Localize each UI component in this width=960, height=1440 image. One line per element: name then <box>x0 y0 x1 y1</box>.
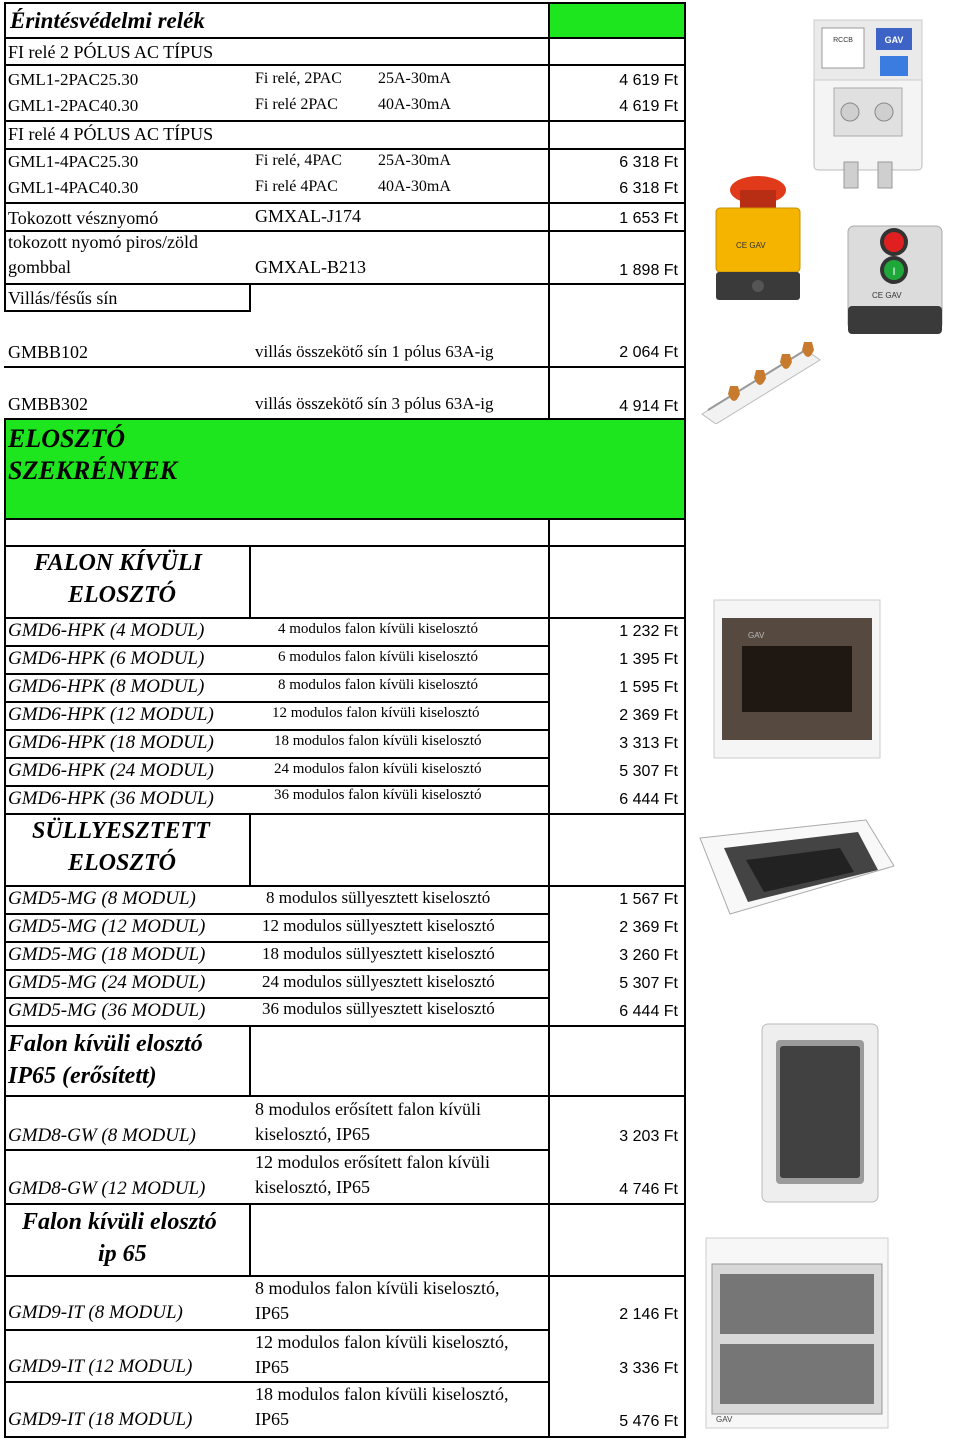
product-price: 6 444 Ft <box>619 791 678 808</box>
product-desc: 18 modulos falon kívüli kiselosztó, <box>255 1384 509 1404</box>
rule <box>4 701 549 703</box>
product-price: 4 746 Ft <box>619 1181 678 1198</box>
product-code: GMD5-MG (24 MODUL) <box>8 972 206 993</box>
product-desc: 8 modulos falon kívüli kiselosztó, <box>255 1278 500 1298</box>
ip65-reinforced-box-image <box>754 1018 886 1208</box>
pushbutton-price: 1 898 Ft <box>619 262 678 279</box>
product-price: 2 146 Ft <box>619 1306 678 1323</box>
rule <box>249 545 251 617</box>
product-desc: Fi relé 2PAC <box>255 96 338 113</box>
pushbutton-box-image <box>842 220 948 342</box>
product-price: 5 476 Ft <box>619 1413 678 1430</box>
product-desc-2: kiselosztó, IP65 <box>255 1177 370 1197</box>
border-left <box>4 2 6 310</box>
pushbutton-name: tokozott nyomó piros/zöld <box>8 232 198 252</box>
rule <box>4 729 549 731</box>
product-price: 4 914 Ft <box>619 398 678 415</box>
product-code: GML1-2PAC40.30 <box>8 96 139 115</box>
product-code: GMD6-HPK (4 MODUL) <box>8 620 205 641</box>
pushbutton-brand-label: CE GAV <box>872 291 902 300</box>
rule <box>4 673 549 675</box>
ip65r-title-2: IP65 (erősített) <box>8 1063 157 1089</box>
rule <box>4 941 549 943</box>
product-code: GMD6-HPK (6 MODUL) <box>8 648 205 669</box>
green-cell <box>548 2 684 38</box>
rule <box>4 969 549 971</box>
rule <box>4 545 686 547</box>
product-code: GMBB302 <box>8 394 89 414</box>
product-code: GMD8-GW (8 MODUL) <box>8 1125 196 1146</box>
rule <box>548 2 550 1438</box>
product-desc-2: IP65 <box>255 1409 290 1429</box>
product-desc: 36 modulos falon kívüli kiselosztó <box>274 787 482 803</box>
product-desc: 12 modulos süllyesztett kiselosztó <box>262 916 495 935</box>
product-desc: Fi relé, 4PAC <box>255 152 342 169</box>
product-desc: villás összekötő sín 3 pólus 63A-ig <box>255 394 494 413</box>
product-desc: Fi relé, 2PAC <box>255 70 342 87</box>
product-code: GML1-2PAC25.30 <box>8 70 139 89</box>
rule <box>249 1025 251 1095</box>
rule <box>4 283 686 285</box>
product-code: GMD5-MG (18 MODUL) <box>8 944 206 965</box>
product-desc: 18 modulos falon kívüli kiselosztó <box>274 733 482 749</box>
flush-title: SÜLLYESZTETT <box>32 818 210 844</box>
product-desc: 12 modulos erősített falon kívüli <box>255 1152 490 1172</box>
product-price: 1 595 Ft <box>619 679 678 696</box>
rule <box>249 813 251 885</box>
product-code: GML1-4PAC25.30 <box>8 152 139 171</box>
rcd-label: RCCB <box>833 37 853 44</box>
product-code: GMD6-HPK (8 MODUL) <box>8 676 205 697</box>
product-rating: 40A-30mA <box>378 178 451 195</box>
product-code: GMD5-MG (8 MODUL) <box>8 888 196 909</box>
subheading-4pole: FI relé 4 PÓLUS AC TÍPUS <box>8 124 214 144</box>
rule <box>4 120 686 122</box>
surface-title-2: ELOSZTÓ <box>68 582 176 608</box>
product-price: 2 369 Ft <box>619 707 678 724</box>
rule <box>4 2 686 4</box>
estop-code: GMXAL-J174 <box>255 206 361 226</box>
product-price: 4 619 Ft <box>619 72 678 89</box>
ip65-title: Falon kívüli elosztó <box>22 1209 217 1235</box>
product-price: 2 064 Ft <box>619 344 678 361</box>
product-code: GMD9-IT (12 MODUL) <box>8 1356 193 1377</box>
rule <box>4 366 686 368</box>
busbar-image <box>698 340 828 424</box>
rule <box>4 1329 549 1331</box>
busbar-title: Villás/fésűs sín <box>8 288 118 308</box>
rule <box>4 1381 549 1383</box>
product-desc: Fi relé 4PAC <box>255 178 338 195</box>
rule <box>4 1203 686 1205</box>
surface-box-brand: GAV <box>748 631 765 640</box>
rule <box>4 1275 686 1277</box>
product-code: GMD5-MG (12 MODUL) <box>8 916 206 937</box>
product-rating: 40A-30mA <box>378 96 451 113</box>
category-banner <box>4 420 548 518</box>
estop-price: 1 653 Ft <box>619 210 678 227</box>
pushbutton-code: GMXAL-B213 <box>255 257 366 277</box>
rule <box>249 284 251 312</box>
rule <box>4 785 549 787</box>
ip65-title-2: ip 65 <box>98 1241 147 1267</box>
banner-line-2: SZEKRÉNYEK <box>8 456 178 485</box>
product-price: 5 307 Ft <box>619 763 678 780</box>
border-right <box>684 2 686 1438</box>
product-desc-2: IP65 <box>255 1357 290 1377</box>
rule <box>4 37 686 39</box>
product-price: 6 318 Ft <box>619 180 678 197</box>
product-code: GMD9-IT (8 MODUL) <box>8 1302 183 1323</box>
rule <box>4 202 686 204</box>
product-code: GMD5-MG (36 MODUL) <box>8 1000 206 1021</box>
product-price: 6 444 Ft <box>619 1003 678 1020</box>
product-price: 5 307 Ft <box>619 975 678 992</box>
product-desc: 4 modulos falon kívüli kiselosztó <box>278 621 478 637</box>
rule <box>4 997 549 999</box>
rule <box>4 1436 686 1438</box>
product-price: 1 395 Ft <box>619 651 678 668</box>
rule <box>249 1203 251 1275</box>
rule <box>4 64 686 66</box>
pushbutton-green-label: I <box>892 266 896 278</box>
section-title: Érintésvédelmi relék <box>10 8 205 33</box>
product-desc-2: kiselosztó, IP65 <box>255 1124 370 1144</box>
pushbutton-name-2: gombbal <box>8 257 71 277</box>
rule <box>4 1095 686 1097</box>
rule <box>4 148 686 150</box>
product-price: 3 203 Ft <box>619 1128 678 1145</box>
rule <box>4 1149 549 1151</box>
rule <box>4 913 549 915</box>
ip65r-title: Falon kívüli elosztó <box>8 1031 203 1057</box>
rule <box>4 418 6 1438</box>
product-desc: 12 modulos falon kívüli kiselosztó <box>272 705 480 721</box>
ip65-box-brand: GAV <box>716 1415 733 1424</box>
rule <box>4 757 549 759</box>
product-code: GMBB102 <box>8 342 89 362</box>
rule <box>4 813 686 815</box>
product-desc: 8 modulos falon kívüli kiselosztó <box>278 677 478 693</box>
product-rating: 25A-30mA <box>378 152 451 169</box>
product-price: 3 313 Ft <box>619 735 678 752</box>
rule <box>4 617 686 619</box>
rule <box>4 518 686 520</box>
product-desc: 24 modulos süllyesztett kiselosztó <box>262 972 495 991</box>
product-code: GMD8-GW (12 MODUL) <box>8 1178 206 1199</box>
product-code: GML1-4PAC40.30 <box>8 178 139 197</box>
product-desc: 24 modulos falon kívüli kiselosztó <box>274 761 482 777</box>
rule <box>4 310 249 312</box>
estop-brand-label: CE GAV <box>736 241 766 250</box>
rule <box>4 885 686 887</box>
product-code: GMD6-HPK (24 MODUL) <box>8 760 214 781</box>
rule <box>4 1025 686 1027</box>
product-price: 6 318 Ft <box>619 154 678 171</box>
product-price: 4 619 Ft <box>619 98 678 115</box>
rcd-relay-image <box>804 12 932 192</box>
product-price: 2 369 Ft <box>619 919 678 936</box>
surface-box-image <box>708 590 888 768</box>
rule <box>4 645 549 647</box>
product-desc: 12 modulos falon kívüli kiselosztó, <box>255 1332 509 1352</box>
subheading-2pole: FI relé 2 PÓLUS AC TÍPUS <box>8 42 214 62</box>
emergency-stop-image <box>708 172 808 302</box>
product-desc: villás összekötő sín 1 pólus 63A-ig <box>255 342 494 361</box>
flush-box-image <box>690 818 902 920</box>
product-desc: 8 modulos erősített falon kívüli <box>255 1099 481 1119</box>
top-title-row <box>4 2 548 38</box>
product-code: GMD6-HPK (18 MODUL) <box>8 732 214 753</box>
product-desc: 8 modulos süllyesztett kiselosztó <box>266 888 491 907</box>
estop-name: Tokozott vésznyomó <box>8 208 159 228</box>
product-price: 3 260 Ft <box>619 947 678 964</box>
product-code: GMD6-HPK (12 MODUL) <box>8 704 214 725</box>
product-price: 1 232 Ft <box>619 623 678 640</box>
surface-title: FALON KÍVÜLI <box>34 550 202 576</box>
banner-line-1: ELOSZTÓ <box>8 424 125 453</box>
product-desc: 18 modulos süllyesztett kiselosztó <box>262 944 495 963</box>
product-code: GMD6-HPK (36 MODUL) <box>8 788 214 809</box>
product-desc: 6 modulos falon kívüli kiselosztó <box>278 649 478 665</box>
product-desc: 36 modulos süllyesztett kiselosztó <box>262 999 495 1018</box>
product-code: GMD9-IT (18 MODUL) <box>8 1409 193 1430</box>
green-cell <box>548 420 684 518</box>
product-rating: 25A-30mA <box>378 70 451 87</box>
flush-title-2: ELOSZTÓ <box>68 850 176 876</box>
ip65-box-image <box>702 1234 892 1432</box>
product-desc-2: IP65 <box>255 1303 290 1323</box>
product-price: 1 567 Ft <box>619 891 678 908</box>
rcd-brand-label: GAV <box>884 35 904 45</box>
product-price: 3 336 Ft <box>619 1360 678 1377</box>
